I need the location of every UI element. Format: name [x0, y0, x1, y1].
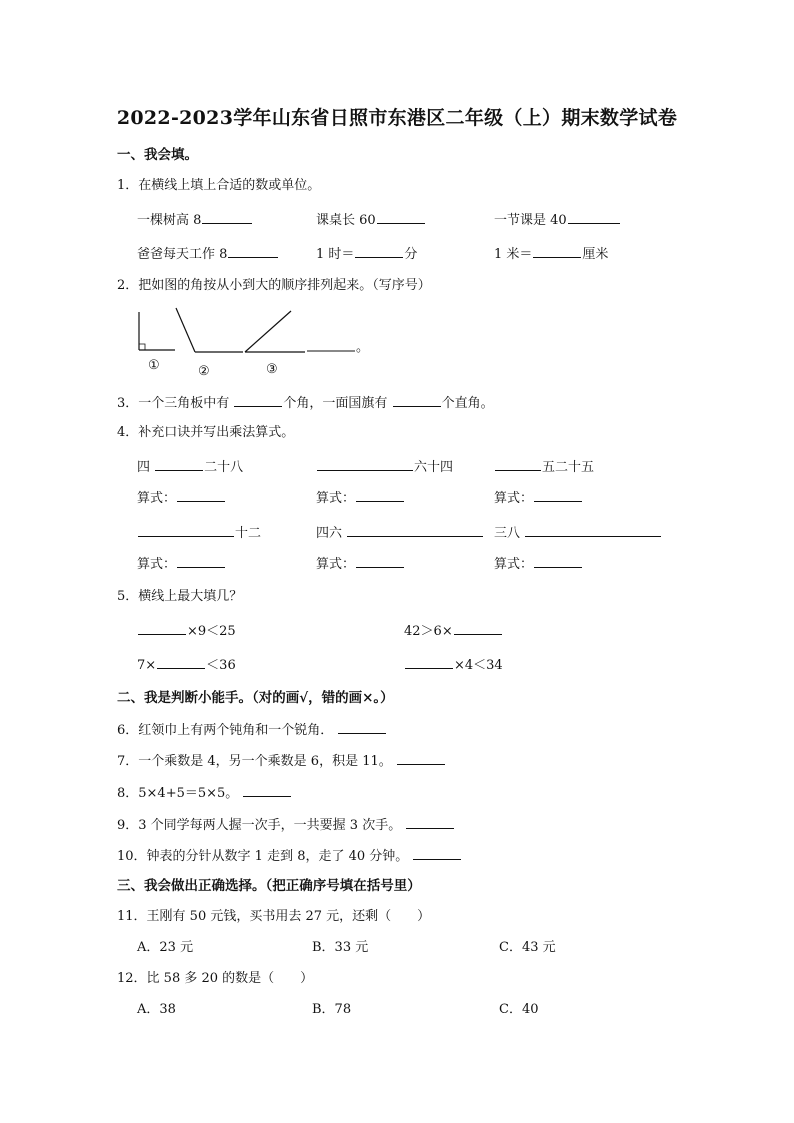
question-1c	[494, 210, 621, 230]
question-12-option-b[interactable]: B．78	[312, 1002, 352, 1017]
answer-blank[interactable]	[377, 210, 425, 224]
question-3	[117, 393, 494, 413]
question-1e-pre: 1 时＝	[316, 247, 355, 262]
section-3-heading: 三、我会做出正确选择。（把正确序号填在括号里）	[117, 878, 421, 894]
question-4-r1b-post: 六十四	[414, 460, 454, 475]
question-5c-pre: 7×	[137, 658, 157, 673]
answer-blank[interactable]	[568, 210, 620, 224]
question-5-stem: 5．横线上最大填几？	[117, 589, 243, 604]
question-2-stem: 2．把如图的角按从小到大的顺序排列起来。（写序号）	[117, 278, 431, 293]
question-11-stem: 11．王刚有 50 元钱，买书用去 27 元，还剩（ ）	[117, 909, 431, 924]
question-1-stem: 1．在横线上填上合适的数或单位。	[117, 178, 321, 193]
answer-blank[interactable]	[393, 393, 441, 407]
answer-blank[interactable]	[155, 457, 203, 471]
question-10	[117, 846, 462, 866]
question-4-r1c-post: 五二十五	[542, 460, 595, 475]
question-1f-pre: 1 米＝	[494, 247, 533, 262]
question-5d-post: ×4＜34	[454, 658, 503, 673]
question-1a-text: 一棵树高 8	[137, 213, 202, 228]
section-2-heading: 二、我是判断小能手。（对的画√，错的画×。）	[117, 690, 394, 706]
question-1e	[316, 244, 417, 264]
answer-blank[interactable]	[202, 210, 252, 224]
page-title: 2022-2023学年山东省日照市东港区二年级（上）期末数学试卷	[116, 107, 678, 129]
answer-blank[interactable]	[177, 554, 225, 568]
angle-label-1: ①	[148, 358, 160, 373]
answer-blank[interactable]	[234, 393, 282, 407]
answer-blank[interactable]	[454, 621, 502, 635]
answer-blank[interactable]	[347, 523, 483, 537]
question-10-text: 10．钟表的分针从数字 1 走到 8，走了 40 分钟。	[117, 849, 409, 864]
question-1f-post: 厘米	[582, 247, 609, 262]
question-11-option-b[interactable]: B．33 元	[312, 940, 369, 955]
question-5a	[137, 621, 236, 641]
question-1b	[316, 210, 426, 230]
answer-blank[interactable]	[157, 655, 205, 669]
question-11-option-a[interactable]: A．23 元	[137, 940, 194, 955]
angles-figure	[133, 307, 373, 379]
question-4-r1a-post: 二十八	[204, 460, 244, 475]
question-9-text: 9．3 个同学每两人握一次手，一共要握 3 次手。	[117, 818, 402, 833]
answer-blank[interactable]	[317, 457, 413, 471]
question-8	[117, 783, 292, 803]
answer-blank[interactable]	[495, 457, 541, 471]
question-4-r1b	[316, 457, 453, 477]
answer-blank[interactable]	[338, 720, 386, 734]
answer-blank[interactable]	[406, 815, 454, 829]
answer-blank[interactable]	[177, 488, 225, 502]
answer-blank[interactable]	[534, 554, 582, 568]
angle-3-figure	[245, 311, 305, 352]
angle-label-2: ②	[198, 364, 210, 379]
question-5b	[404, 621, 503, 641]
formula-label: 算式：	[137, 491, 177, 506]
formula-label: 算式：	[316, 491, 356, 506]
question-4-formula-6	[494, 554, 583, 574]
angle-1-figure	[139, 312, 175, 350]
answer-blank[interactable]	[356, 554, 404, 568]
answer-blank[interactable]	[138, 523, 234, 537]
answer-blank[interactable]	[138, 621, 186, 635]
question-2-period: 。	[356, 340, 370, 355]
question-11-option-c[interactable]: C．43 元	[499, 940, 556, 955]
formula-label: 算式：	[494, 557, 534, 572]
question-4-formula-3	[494, 488, 583, 508]
question-1d-text: 爸爸每天工作 8	[137, 247, 228, 262]
question-4-r1a-pre: 四	[137, 460, 151, 475]
question-5d	[404, 655, 503, 675]
section-1-heading: 一、我会填。	[117, 147, 198, 163]
question-6	[117, 720, 387, 740]
question-3-post: 个直角。	[441, 396, 494, 411]
answer-blank[interactable]	[355, 244, 403, 258]
formula-label: 算式：	[137, 557, 177, 572]
question-12-stem: 12．比 58 多 20 的数是（ ）	[117, 971, 314, 986]
angle-2-figure	[176, 308, 243, 352]
question-12-option-a[interactable]: A．38	[137, 1002, 176, 1017]
question-4-r1a	[137, 457, 243, 477]
question-4-r1c	[494, 457, 594, 477]
question-4-formula-1	[137, 488, 226, 508]
answer-blank[interactable]	[243, 783, 291, 797]
question-3-mid: 个角，一面国旗有	[283, 396, 388, 411]
question-1e-post: 分	[404, 247, 418, 262]
question-8-text: 8．5×4+5＝5×5。	[117, 786, 239, 801]
question-4-stem: 4．补充口诀并写出乘法算式。	[117, 425, 295, 440]
question-1b-text: 课桌长 60	[316, 213, 376, 228]
question-4-formula-2	[316, 488, 405, 508]
angle-label-3: ③	[266, 362, 278, 377]
answer-blank[interactable]	[413, 846, 461, 860]
question-4-r2c-pre: 三八	[494, 526, 521, 541]
question-4-r2a-post: 十二	[235, 526, 262, 541]
question-3-pre: 3．一个三角板中有	[117, 396, 230, 411]
question-4-r2b	[316, 523, 484, 543]
question-6-text: 6．红领巾上有两个钝角和一个锐角．	[117, 723, 334, 738]
question-5c-post: ＜36	[206, 658, 236, 673]
answer-blank[interactable]	[533, 244, 581, 258]
question-1d	[137, 244, 279, 264]
question-5b-pre: 42＞6×	[404, 624, 453, 639]
question-5a-post: ×9＜25	[187, 624, 236, 639]
question-7-text: 7．一个乘数是 4，另一个乘数是 6，积是 11。	[117, 754, 392, 769]
answer-blank[interactable]	[397, 751, 445, 765]
answer-blank[interactable]	[228, 244, 278, 258]
answer-blank[interactable]	[356, 488, 404, 502]
question-4-r2a	[137, 523, 261, 543]
question-1c-text: 一节课是 40	[494, 213, 567, 228]
question-9	[117, 815, 455, 835]
question-4-r2b-pre: 四六	[316, 526, 343, 541]
question-12-option-c[interactable]: C．40	[499, 1002, 539, 1017]
answer-blank[interactable]	[534, 488, 582, 502]
question-4-r2c	[494, 523, 662, 543]
question-5c	[137, 655, 236, 675]
answer-blank[interactable]	[405, 655, 453, 669]
answer-blank[interactable]	[525, 523, 661, 537]
question-4-formula-5	[316, 554, 405, 574]
formula-label: 算式：	[316, 557, 356, 572]
formula-label: 算式：	[494, 491, 534, 506]
question-1a	[137, 210, 253, 230]
question-7	[117, 751, 446, 771]
question-1f	[494, 244, 608, 264]
question-4-formula-4	[137, 554, 226, 574]
